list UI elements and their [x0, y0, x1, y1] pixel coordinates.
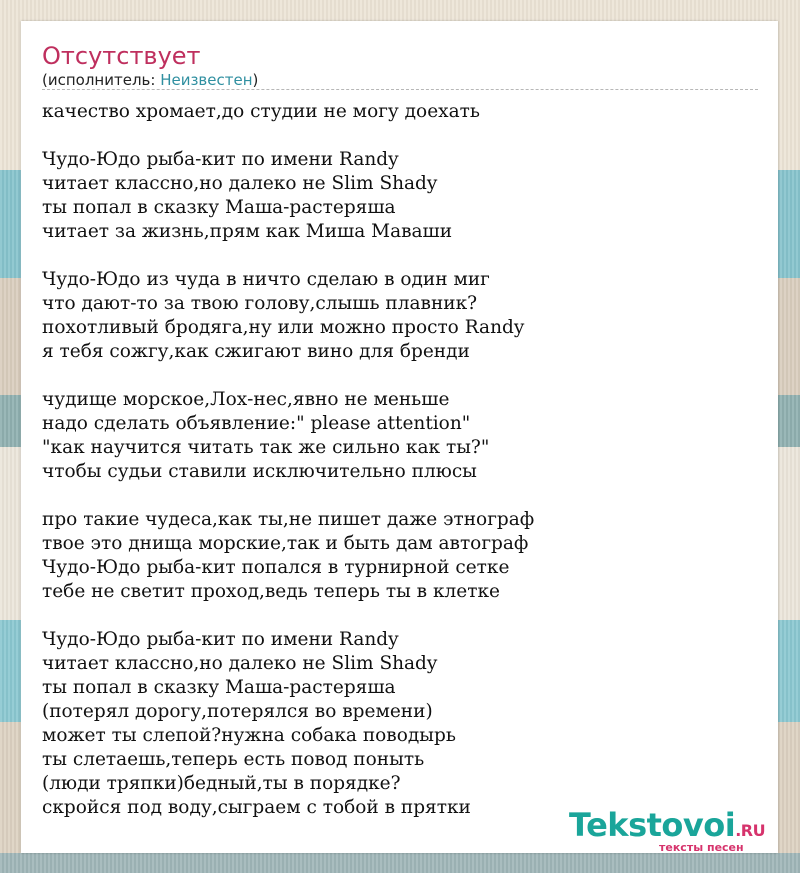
- lyrics-line: читает классно,но далеко не Slim Shady: [42, 173, 438, 194]
- lyrics-line: [42, 244, 762, 268]
- lyrics-line: Чудо-Юдо рыба-кит попался в турнирной сетке: [42, 557, 510, 578]
- lyrics-line: [42, 604, 762, 628]
- lyrics-line: качество хромает,до студии не могу доехать: [42, 101, 480, 122]
- lyrics-card: [21, 21, 778, 853]
- lyrics-line: (потерял дорогу,потерялся во времени): [42, 701, 433, 722]
- lyrics-line: Чудо-Юдо из чуда в ничто сделаю в один миг: [42, 269, 490, 290]
- song-title: Отсутствует: [42, 42, 201, 70]
- logo-main-text: Tekstovoi: [569, 806, 736, 844]
- lyrics-line: я тебя сожгу,как сжигают вино для бренди: [42, 341, 470, 362]
- lyrics-line: ты слетаешь,теперь есть повод поныть: [42, 749, 425, 770]
- lyrics-line: (люди тряпки)бедный,ты в порядке?: [42, 773, 401, 794]
- lyrics-line: [42, 364, 762, 388]
- lyrics-line: Чудо-Юдо рыба-кит по имени Randy: [42, 149, 399, 170]
- lyrics-line: тебе не светит проход,ведь теперь ты в клетке: [42, 581, 500, 602]
- artist-suffix: ): [252, 71, 259, 89]
- lyrics-line: чудище морское,Лох-нес,явно не меньше: [42, 389, 450, 410]
- title-divider: [42, 89, 758, 90]
- lyrics-line: про такие чудеса,как ты,не пишет даже этнограф: [42, 509, 535, 530]
- lyrics-line: [42, 484, 762, 508]
- lyrics-line: похотливый бродяга,ну или можно просто Randy: [42, 317, 525, 338]
- lyrics-text: [42, 100, 762, 820]
- logo-tagline: тексты песен: [659, 841, 744, 854]
- lyrics-line: Чудо-Юдо рыба-кит по имени Randy: [42, 629, 399, 650]
- lyrics-line: "как научится читать так же сильно как ты?": [42, 437, 490, 458]
- lyrics-line: [42, 124, 762, 148]
- lyrics-line: твое это днища морские,так и быть дам автограф: [42, 533, 529, 554]
- logo-tld: .RU: [735, 821, 766, 840]
- lyrics-line: чтобы судьи ставили исключительно плюсы: [42, 461, 477, 482]
- lyrics-line: может ты слепой?нужна собака поводырь: [42, 725, 456, 746]
- lyrics-line: надо сделать объявление:" please attention": [42, 413, 471, 434]
- artist-line: [42, 71, 258, 89]
- lyrics-line: читает классно,но далеко не Slim Shady: [42, 653, 438, 674]
- lyrics-line: ты попал в сказку Маша-растеряша: [42, 677, 396, 698]
- site-logo[interactable]: [569, 806, 766, 854]
- lyrics-line: ты попал в сказку Маша-растеряша: [42, 197, 396, 218]
- artist-prefix: (исполнитель:: [42, 71, 161, 89]
- artist-link[interactable]: Неизвестен: [160, 71, 253, 89]
- lyrics-line: что дают-то за твою голову,слышь плавник?: [42, 293, 478, 314]
- lyrics-line: читает за жизнь,прям как Миша Маваши: [42, 221, 453, 242]
- lyrics-line: скройся под воду,сыграем с тобой в прятки: [42, 797, 471, 818]
